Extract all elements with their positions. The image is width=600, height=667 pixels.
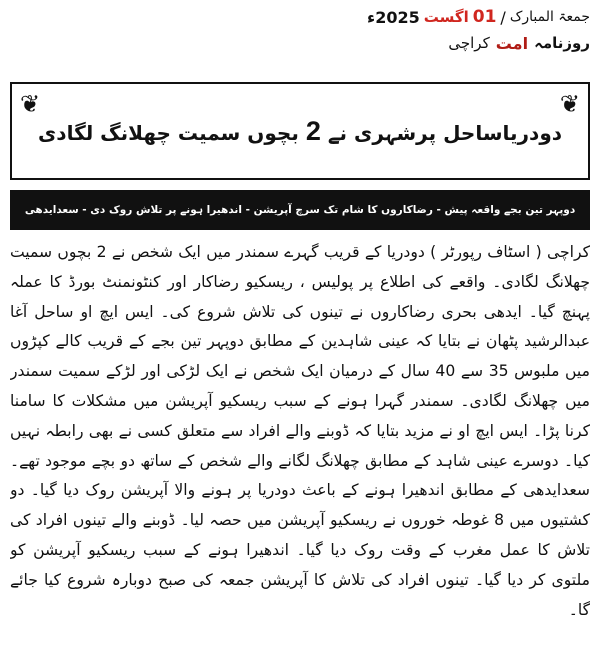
dateline [330,4,590,30]
dateline-day: جمعۃ المبارک [509,9,590,25]
dateline-month: اگست [423,8,469,26]
headline-part-before: دودریاساحل پرشہری نے [327,120,563,145]
dateline-year: 2025ء [367,7,420,27]
dateline-separator: / [500,7,506,27]
ornament-left-icon: ❦ [20,90,41,118]
headline [37,115,563,146]
paper-brand: امت [495,33,529,53]
subheadline-bar: دوپہر تین بجے واقعہ پیش - رضاکاروں کا شام تک سرچ آپریشن - اندھیرا ہونے پر تلاش روک دی - سعدایدھی [10,190,590,230]
headline-part-after: بچوں سمیت چھلانگ لگادی [37,120,299,145]
article-body: کراچی ( اسٹاف رپورٹر ) دودریا کے قریب گہرے سمندر میں ایک شخص نے 2 بچوں سمیت چھلانگ لگادی۔ واقعے کی اطلاع پر پولیس ، ریسکیو رضاکار اور کنٹونمنٹ بورڈ کا عملہ پہنچ گیا۔ ایدھی بحری رضاکاروں نے تینوں کی تلاش شروع کی۔ ایس ایچ او ساحل آغا عبدالرشید پٹھان نے بتایا کہ عینی شاہدین کے مطابق دوپہر تین بجے کے قریب کالے کپڑوں میں ملبوس 35 سے 40 سال کے درمیان ایک شخص نے ایک لڑکی اور لڑکے سمیت سمندر میں چھلانگ لگادی۔ سمندر گہرا ہونے کے سبب ریسکیو آپریشن میں مشکلات کا سامنا کرنا پڑا۔ ایس ایچ او نے مزید بتایا کہ ڈوبنے والے افراد سے متعلق کسی نے بھی رابطہ نہیں کیا۔ دوسرے عینی شاہد کے مطابق چھلانگ لگانے والے شخص کے ساتھ دو بچے موجود تھے۔ سعدایدھی کے مطابق اندھیرا ہونے کے باعث دودریا پر ہونے والا آپریشن روک دیا گیا۔ دو کشتیوں میں 8 غوطہ خوروں نے ریسکیو آپریشن میں حصہ لیا۔ ڈوبنے والے تینوں افراد کی تلاش کا عمل مغرب کے وقت روک دیا گیا۔ اندھیرا ہونے کے سبب ریسکیو آپریشن کو ملتوی کر دیا گیا۔ تینوں افراد کی تلاش کا آپریشن جمعہ کی صبح دوبارہ شروع کیا جائے گا۔ [10,243,590,619]
paper-prefix: روزنامہ [534,34,590,52]
newspaper-name [390,31,590,55]
paper-city: کراچی [448,34,490,52]
ornament-right-icon: ❦ [559,90,580,118]
dateline-date-number: 01 [472,7,497,27]
headline-number: 2 [305,115,321,146]
headline-box [10,82,590,180]
